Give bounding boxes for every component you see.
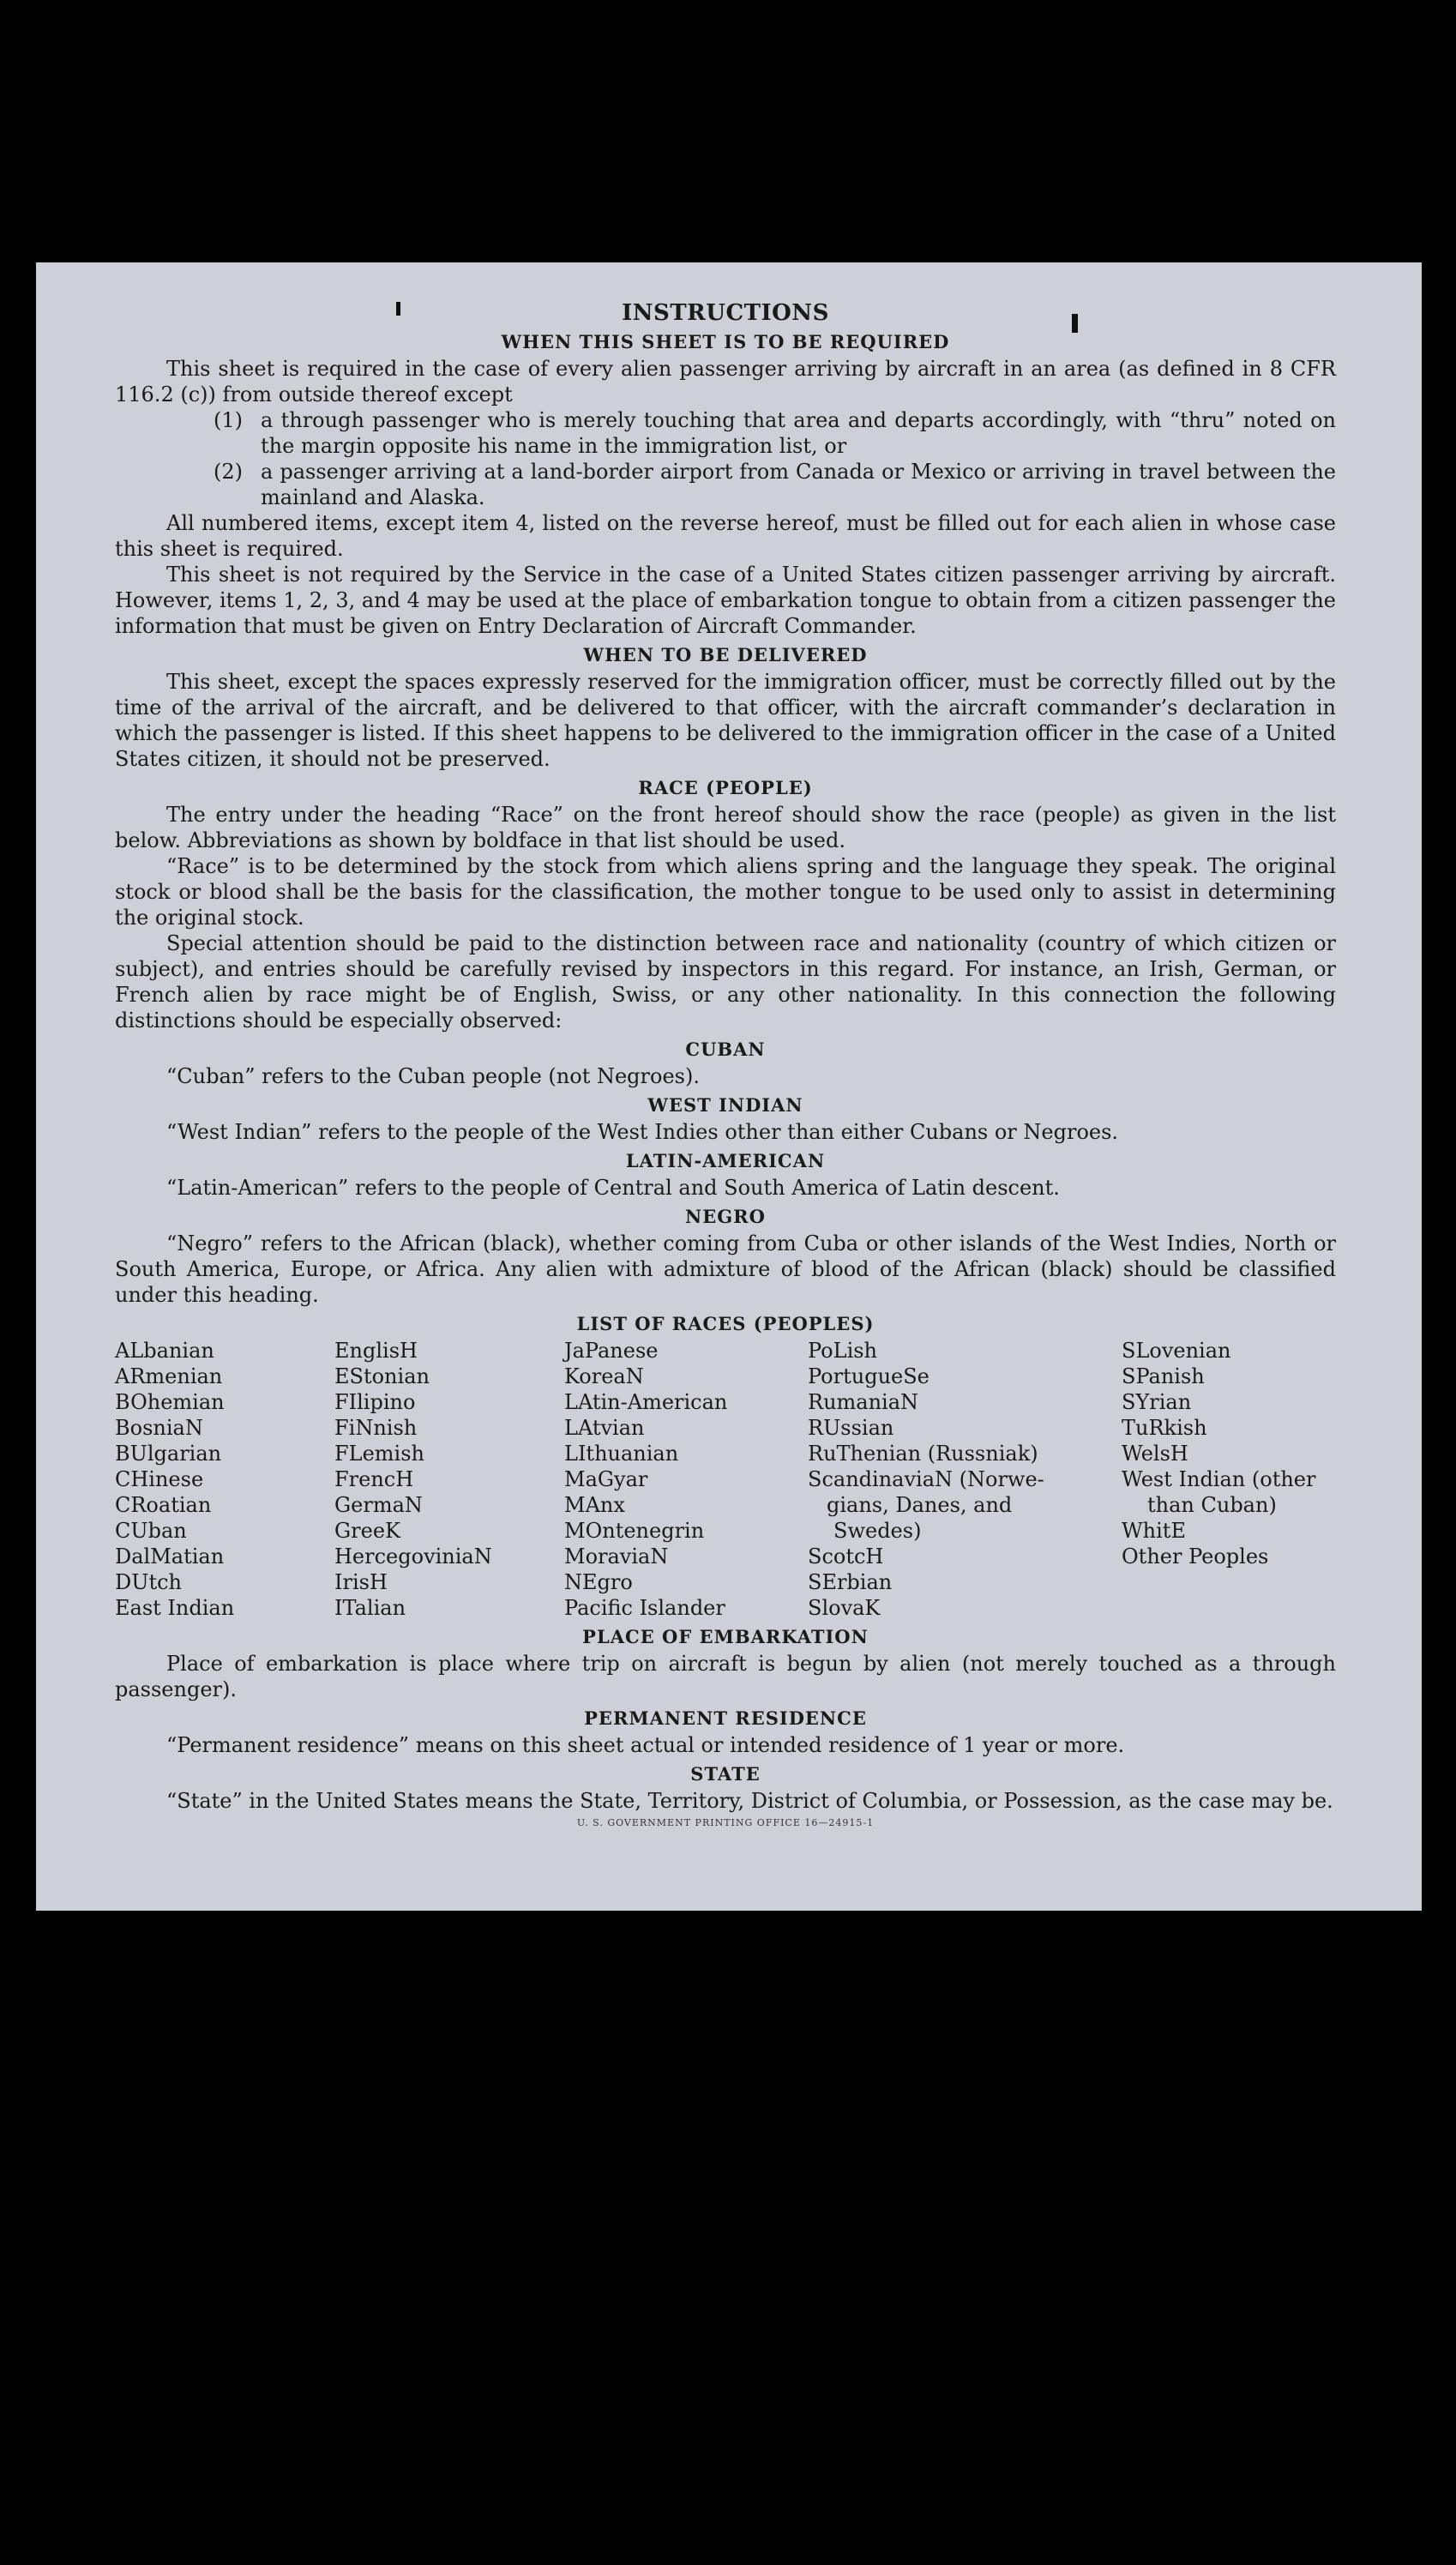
race-entry: SYrian xyxy=(1122,1390,1192,1414)
race-entry: SPanish xyxy=(1122,1364,1205,1388)
heading-embarkation: PLACE OF EMBARKATION xyxy=(582,1626,869,1647)
heading-when-delivered: WHEN TO BE DELIVERED xyxy=(583,644,868,665)
race-entry: SErbian xyxy=(808,1570,893,1594)
race-entry: BUlgarian xyxy=(115,1442,222,1466)
paragraph: The entry under the heading “Race” on the front hereof should show the race (people) as given in the list below. Abbreviations as shown by boldface in that list should be used. xyxy=(115,803,1336,852)
item-text: a through passenger who is merely touching that area and departs accordingly, with “thru” noted on the margin opposite his name in the immigration list, or xyxy=(261,408,1336,458)
race-entry: LAtin-American xyxy=(564,1390,728,1414)
race-entry: Pacific Islander xyxy=(564,1596,725,1620)
race-entry: FLemish xyxy=(334,1442,424,1466)
race-entry: RuThenian (Russniak) xyxy=(808,1442,1038,1466)
race-entry: FrencH xyxy=(334,1467,414,1491)
race-entry: gians, Danes, and xyxy=(827,1493,1013,1517)
paragraph: Special attention should be paid to the distinction between race and nationality (country of which citizen or subject), and entries should be carefully revised by inspectors in this regard. For instance, an Irish, German, or French alien by race might be of English, Swiss, or any other nationality. In this connection the following distinctions should be especially observed: xyxy=(115,931,1336,1033)
paragraph: “Latin-American” refers to the people of Central and South America of Latin descent. xyxy=(166,1176,1060,1200)
race-entry: ALbanian xyxy=(115,1339,214,1363)
paragraph: Place of embarkation is place where trip on aircraft is begun by alien (not merely touched as a through passenger). xyxy=(115,1652,1336,1701)
race-list xyxy=(115,1338,1336,1621)
race-entry: TuRkish xyxy=(1122,1416,1207,1440)
race-entry: JaPanese xyxy=(564,1339,659,1363)
race-entry: WhitE xyxy=(1122,1519,1186,1543)
heading-residence: PERMANENT RESIDENCE xyxy=(584,1707,867,1729)
race-entry: SlovaK xyxy=(808,1596,881,1620)
paragraph: “Race” is to be determined by the stock from which aliens spring and the language they speak. The original stock or blood shall be the basis for the classification, the mother tongue to be used only to assist in determining the original stock. xyxy=(115,854,1336,930)
race-entry: MaGyar xyxy=(564,1467,648,1491)
race-entry: ScandinaviaN (Norwe- xyxy=(808,1467,1044,1491)
race-entry: EStonian xyxy=(334,1364,430,1388)
item-number: (2) xyxy=(214,460,243,484)
race-entry: DalMatian xyxy=(115,1544,225,1569)
race-entry: BosniaN xyxy=(115,1416,203,1440)
paragraph: “West Indian” refers to the people of the West Indies other than either Cubans or Negroes. xyxy=(166,1120,1119,1144)
race-entry: WelsH xyxy=(1122,1442,1188,1466)
race-entry: LAtvian xyxy=(564,1416,645,1440)
race-entry: DUtch xyxy=(115,1570,183,1594)
list-item xyxy=(115,459,1336,510)
race-entry: FIlipino xyxy=(334,1390,416,1414)
race-entry: Other Peoples xyxy=(1122,1544,1269,1569)
item-text: a passenger arriving at a land-border airport from Canada or Mexico or arriving in travel between the mainland and Alaska. xyxy=(261,460,1336,509)
race-entry: EnglisH xyxy=(334,1339,418,1363)
race-entry: GermaN xyxy=(334,1493,423,1517)
race-entry: LIthuanian xyxy=(564,1442,679,1466)
heading-cuban: CUBAN xyxy=(685,1039,766,1060)
race-entry: KoreaN xyxy=(564,1364,644,1388)
instruction-sheet xyxy=(36,262,1422,1911)
race-entry: ScotcH xyxy=(808,1544,884,1569)
heading-west-indian: WEST INDIAN xyxy=(647,1094,803,1116)
heading-latin-american: LATIN-AMERICAN xyxy=(625,1150,826,1171)
race-entry: ITalian xyxy=(334,1596,406,1620)
race-entry: SLovenian xyxy=(1122,1339,1231,1363)
paragraph: “Permanent residence” means on this sheet actual or intended residence of 1 year or more. xyxy=(166,1733,1125,1757)
race-entry: PortugueSe xyxy=(808,1364,930,1388)
paragraph: This sheet is required in the case of every alien passenger arriving by aircraft in an area (as defined in 8 CFR 116.2 (c)) from outside thereof except xyxy=(115,357,1336,406)
race-entry: MOntenegrin xyxy=(564,1519,705,1543)
race-entry: CRoatian xyxy=(115,1493,212,1517)
race-entry: West Indian (other xyxy=(1122,1467,1316,1491)
heading-when-required: WHEN THIS SHEET IS TO BE REQUIRED xyxy=(501,331,950,352)
ink-mark xyxy=(396,302,400,316)
race-column xyxy=(1122,1338,1336,1621)
race-entry: Swedes) xyxy=(833,1519,922,1543)
item-number: (1) xyxy=(214,408,243,432)
race-entry: ARmenian xyxy=(115,1364,223,1388)
race-column xyxy=(334,1338,564,1621)
race-entry: East Indian xyxy=(115,1596,235,1620)
race-entry: PoLish xyxy=(808,1339,878,1363)
heading-negro: NEGRO xyxy=(685,1206,766,1227)
paragraph: “Cuban” refers to the Cuban people (not Negroes). xyxy=(166,1064,700,1088)
paragraph: “State” in the United States means the State, Territory, District of Columbia, or Possession, as the case may be. xyxy=(166,1789,1333,1813)
race-entry: MAnx xyxy=(564,1493,625,1517)
heading-race: RACE (PEOPLE) xyxy=(638,777,813,798)
race-entry: NEgro xyxy=(564,1570,633,1594)
race-column xyxy=(564,1338,808,1621)
heading-state: STATE xyxy=(690,1763,761,1785)
race-entry: IrisH xyxy=(334,1570,388,1594)
race-entry: than Cuban) xyxy=(1147,1493,1277,1517)
race-column xyxy=(115,1338,334,1621)
paragraph: This sheet is not required by the Service in the case of a United States citizen passenger arriving by aircraft. However, items 1, 2, 3, and 4 may be used at the place of embarkation tongue to obtain from a citizen passenger the information that must be given on Entry Declaration of Aircraft Commander. xyxy=(115,563,1336,638)
list-item xyxy=(115,407,1336,459)
paragraph: All numbered items, except item 4, listed on the reverse hereof, must be filled out for each alien in whose case this sheet is required. xyxy=(115,511,1336,561)
paragraph: “Negro” refers to the African (black), whether coming from Cuba or other islands of the West Indies, North or South America, Europe, or Africa. Any alien with admixture of blood of the African (black) should be classified under this heading. xyxy=(115,1231,1336,1307)
paragraph: This sheet, except the spaces expressly reserved for the immigration officer, must be correctly filled out by the time of the arrival of the aircraft, and be delivered to that officer, with the aircraft commander’s declaration in which the passenger is listed. If this sheet happens to be delivered to the immigration officer in the case of a United States citizen, it should not be preserved. xyxy=(115,670,1336,771)
race-entry: CUban xyxy=(115,1519,187,1543)
heading-list-of-races: LIST OF RACES (PEOPLES) xyxy=(576,1313,875,1334)
ink-mark xyxy=(1072,314,1078,333)
race-entry: RUssian xyxy=(808,1416,894,1440)
race-entry: FiNnish xyxy=(334,1416,418,1440)
race-entry: MoraviaN xyxy=(564,1544,669,1569)
race-entry: BOhemian xyxy=(115,1390,225,1414)
race-entry: GreeK xyxy=(334,1519,400,1543)
race-entry: CHinese xyxy=(115,1467,204,1491)
page-title: INSTRUCTIONS xyxy=(622,300,829,326)
race-column xyxy=(808,1338,1122,1621)
printer-footer: U. S. GOVERNMENT PRINTING OFFICE 16—24915-1 xyxy=(576,1817,875,1828)
race-entry: RumaniaN xyxy=(808,1390,919,1414)
race-entry: HercegoviniaN xyxy=(334,1544,492,1569)
